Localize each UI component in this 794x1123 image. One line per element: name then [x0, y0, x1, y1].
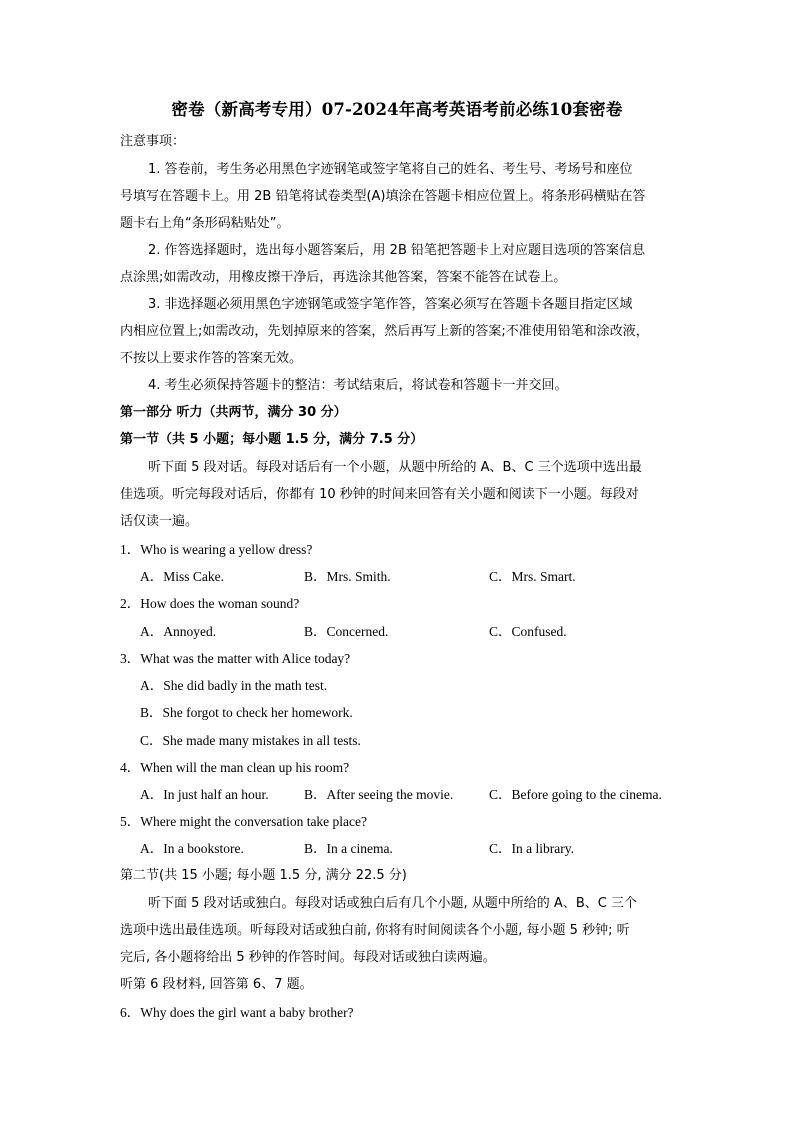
notice-line: 2. 作答选择题时，选出每小题答案后，用 2B 铅笔把答题卡上对应题目选项的答案信息 [148, 243, 645, 258]
notice-line: 内相应位置上;如需改动，先划掉原来的答案，然后再写上新的答案;不准使用铅笔和涂改液， [120, 324, 649, 339]
section1-heading: 第一节（共 5 小题；每小题 1.5 分，满分 7.5 分） [120, 432, 424, 447]
option-a: A．In just half an hour. [140, 787, 269, 802]
question-stem: 1．Who is wearing a yellow dress? [120, 542, 313, 557]
section2-instructions: 完后, 各小题将给出 5 秒钟的作答时间。每段对话或独白读两遍。 [120, 950, 496, 965]
section2-instructions: 选项中选出最佳选项。听每段对话或独白前, 你将有时间阅读各个小题, 每小题 5 秒钟; 听 [120, 923, 630, 938]
option-c: C．In a library. [489, 841, 574, 856]
question-stem: 3．What was the matter with Alice today? [120, 651, 351, 666]
option-b: B．Concerned. [304, 624, 389, 639]
notice-line: 题卡右上角“条形码粘贴处”。 [120, 216, 290, 231]
page-title: 密卷（新高考专用）07-2024年高考英语考前必练10套密卷 [171, 100, 623, 119]
option-b: B．In a cinema. [304, 841, 393, 856]
section1-instructions: 佳选项。听完每段对话后，你都有 10 秒钟的时间来回答有关小题和阅读下一小题。每段对 [120, 487, 639, 502]
section2-instructions: 听下面 5 段对话或独白。每段对话或独白后有几个小题, 从题中所给的 A、B、C 三个 [148, 896, 637, 911]
section2-heading: 第二节(共 15 小题; 每小题 1.5 分, 满分 22.5 分) [120, 868, 407, 883]
option-a: A．In a bookstore. [140, 841, 244, 856]
notice-line: 1. 答卷前，考生务必用黑色字迹钢笔或签字笔将自己的姓名、考生号、考场号和座位 [148, 162, 633, 177]
option-c: C．She made many mistakes in all tests. [140, 733, 361, 748]
notice-line: 不按以上要求作答的答案无效。 [120, 351, 303, 366]
option-a: A．Annoyed. [140, 624, 217, 639]
option-b: B．After seeing the movie. [304, 787, 454, 802]
option-c: C．Confused. [489, 624, 567, 639]
notice-line: 号填写在答题卡上。用 2B 铅笔将试卷类型(A)填涂在答题卡相应位置上。将条形码横贴在答 [120, 189, 646, 204]
question-stem: 2．How does the woman sound? [120, 596, 300, 611]
notice-line: 点涂黑;如需改动，用橡皮擦干净后，再选涂其他答案，答案不能答在试卷上。 [120, 270, 567, 285]
notice-line: 3. 非选择题必须用黑色字迹钢笔或签字笔作答，答案必须写在答题卡各题目指定区域 [148, 297, 633, 312]
question-stem: 5．Where might the conversation take place? [120, 814, 368, 829]
notice-heading: 注意事项： [120, 134, 186, 149]
question-stem: 4．When will the man clean up his room? [120, 760, 350, 775]
option-c: C．Mrs. Smart. [489, 569, 576, 584]
notice-line: 4. 考生必须保持答题卡的整洁：考试结束后，将试卷和答题卡一并交回。 [148, 378, 568, 393]
option-a: A．She did badly in the math test. [140, 678, 328, 693]
material-note: 听第 6 段材料, 回答第 6、7 题。 [120, 977, 313, 992]
option-a: A．Miss Cake. [140, 569, 224, 584]
option-b: B．She forgot to check her homework. [140, 705, 353, 720]
section1-instructions: 听下面 5 段对话。每段对话后有一个小题，从题中所给的 A、B、C 三个选项中选出最 [148, 460, 642, 475]
part1-heading: 第一部分 听力（共两节，满分 30 分） [120, 405, 347, 420]
section1-instructions: 话仅读一遍。 [120, 514, 199, 529]
option-c: C．Before going to the cinema. [489, 787, 662, 802]
option-b: B．Mrs. Smith. [304, 569, 391, 584]
question-stem: 6．Why does the girl want a baby brother? [120, 1005, 354, 1020]
